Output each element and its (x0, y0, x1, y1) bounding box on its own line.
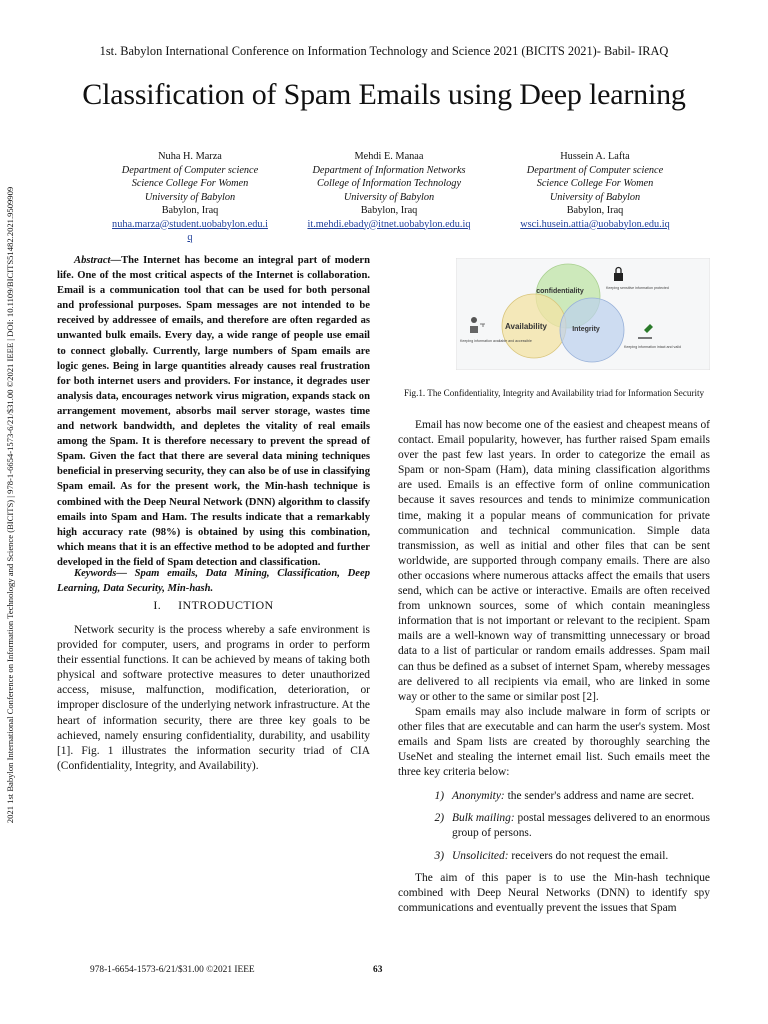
author-block-3 (496, 150, 694, 231)
author-email[interactable]: nuha.marza@student.uobabylon.edu.i (112, 218, 268, 230)
criteria-text: the sender's address and name are secret. (504, 790, 695, 803)
paragraph: Spam emails may also include malware in form of scripts or other files that are executable and can harm the user's system. Most emails and Spam lists are created by thoroughly searching the UseNet and stealing the internet email list. Such emails meet the three key criteria below: (398, 705, 710, 779)
list-item (398, 849, 710, 864)
author-college: College of Information Technology (316, 178, 462, 189)
keywords-text: Keywords— Spam emails, Data Mining, Classification, Deep Learning, Data Security, Min-hash. (57, 568, 370, 595)
criteria-text: postal messages delivered to an enormous group of persons. (452, 812, 710, 840)
criteria-term: Anonymity: (452, 790, 505, 803)
abstract-text: —The Internet has become an integral part of modern life. One of the most critical aspects of the Internet is collaboration. Email is a communication tool that can be used for both personal and professional purposes. Spam messages are not intended to be received by addressee of emails, and therefore are often regarded as unwanted bulk emails. Every day, a wide range of people use email to connect globally. Currently, large numbers of Spam emails are logic genes. Being in large quantities already causes real frustration for both internet users and providers. For instance, it degrades user analysis data, encourages network virus migration, expands stack on arrangement movement, absorbs mail server storage, wastes time and network bandwidth, and depletes the vitality of real emails among the Spam. It is therefore necessary to prevent the spread of Spam. Given the fact that there are several data mining techniques beneficial in preserving security, they can also be of use in classifying Spam email. As for the present work, the Min-hash technique is combined with the Deep Neural Network (DNN) algorithm to classify emails into Spam and Ham. The results indicate that a remarkably high accuracy rate (98%) is obtained by using this combination, which means that it is an effective method to be adopted and further developed in the field of Spam detection and classification. (57, 255, 370, 568)
list-number: 2) (434, 812, 444, 825)
availability-label: Availability (505, 322, 547, 331)
author-email[interactable]: wsci.husein.attia@uobabylon.edu.iq (520, 218, 670, 230)
author-college: Science College For Women (131, 178, 249, 189)
integrity-note: Keeping information intact and valid (624, 345, 681, 349)
author-block-2 (292, 150, 486, 231)
criteria-term: Bulk mailing: (452, 812, 515, 825)
criteria-list (398, 789, 710, 863)
author-college: Science College For Women (536, 178, 654, 189)
side-doi-note: 2021 1st Babylon International Conference on Information Technology and Science (BICITS) | 978-1-6654-1573-6/21/$31.00 ©2021 IEEE | DOI: 10.1109/BICITS51482.2021.9509909 (5, 186, 15, 824)
list-item (398, 789, 710, 804)
author-dept: Department of Computer science (121, 164, 259, 176)
paragraph: Email has now become one of the easiest and cheapest means of contact. Email popularity, however, has further raised Spam emails over the past few last years. In order to categorize the email as Spam or non-Spam (Ham), data mining classification algorithms are used. Emails is an effective form of online communication because it saves resources and tends to minimize communication time, making it a popular means of communication for private communication and technical communication. Simple data transmission, as well as initial and other files that can be sent worldwide, are supported through company emails. There are also other occasions where numerous attacks affect the emails that users send, which can be active or interactive. Emails are often received from unknown sources, some of which contain meaningless information that is not important or relevant to the recipient. Spam mails are a well-known way of transmitting unnecessary or broad data to a list of particular or random emails addresses. Spam mail can thus be defined as a subset of internet Spam, whereby messages are delivered to all recipients via email, who are linked in some way or other to the same or similar post [2]. (398, 419, 710, 703)
author-city: Babylon, Iraq (161, 205, 219, 216)
list-item (398, 811, 710, 841)
paragraph: The aim of this paper is to use the Min-hash technique combined with Deep Neural Networks (DNN) to identify spy communications and eventually prevent the issues that Spam (398, 871, 710, 914)
section-title: INTRODUCTION (178, 598, 274, 612)
author-name: Hussein A. Lafta (560, 151, 630, 162)
section-number: I. (153, 598, 162, 612)
criteria-term: Unsolicited: (452, 849, 509, 862)
page-number: 63 (373, 965, 383, 975)
right-column (398, 418, 710, 916)
introduction-body (57, 623, 370, 774)
footer-isbn: 978-1-6654-1573-6/21/$31.00 ©2021 IEEE (90, 965, 255, 975)
confidentiality-note: Keeping sensitive information protected (606, 286, 669, 290)
section-heading-introduction (57, 598, 370, 613)
author-name: Mehdi E. Manaa (354, 151, 424, 162)
criteria-text: receivers do not request the email. (508, 849, 669, 862)
figure-caption: Fig.1. The Confidentiality, Integrity and Availability triad for Information Security (403, 388, 705, 398)
integrity-label: Integrity (572, 326, 600, 333)
author-email[interactable]: it.mehdi.ebady@itnet.uobabylon.edu.iq (307, 218, 471, 230)
author-dept: Department of Computer science (526, 164, 664, 176)
conference-header: 1st. Babylon International Conference on Information Technology and Science 2021 (BICITS 2021)- Babil- IRAQ (99, 44, 669, 58)
cia-triad-figure (456, 258, 710, 370)
abstract-lead: Abstract (74, 255, 111, 266)
author-university: University of Babylon (144, 191, 236, 203)
author-city: Babylon, Iraq (566, 205, 624, 216)
author-email-wrap[interactable]: q (187, 232, 193, 243)
confidentiality-label: confidentiality (536, 288, 584, 295)
author-block-1 (95, 150, 285, 245)
keywords (57, 566, 370, 596)
list-number: 3) (434, 849, 444, 862)
availability-note: Keeping information available and accessible (460, 339, 532, 343)
paper-title: Classification of Spam Emails using Deep learning (82, 78, 686, 111)
author-university: University of Babylon (343, 191, 435, 203)
abstract (57, 253, 370, 570)
author-dept: Department of Information Networks (312, 164, 466, 176)
author-city: Babylon, Iraq (360, 205, 418, 216)
introduction-paragraph: Network security is the process whereby a safe environment is provided for computer, users, and programs in order to perform their essential functions. It can be achieved by means of taking both physical and software protective measures to deter unauthorized access, misuse, malfunction, modification, deterioration, or improper disclosure of the underlying network infrastructure. At the heart of information security, there are three key goals to be achieved, namely ensuring confidentiality, durability, and usability [1]. Fig. 1 illustrates the information security triad of CIA (Confidentiality, Integrity, and Availability). (57, 624, 370, 772)
list-number: 1) (434, 790, 444, 803)
author-name: Nuha H. Marza (158, 151, 222, 162)
author-university: University of Babylon (549, 191, 641, 203)
